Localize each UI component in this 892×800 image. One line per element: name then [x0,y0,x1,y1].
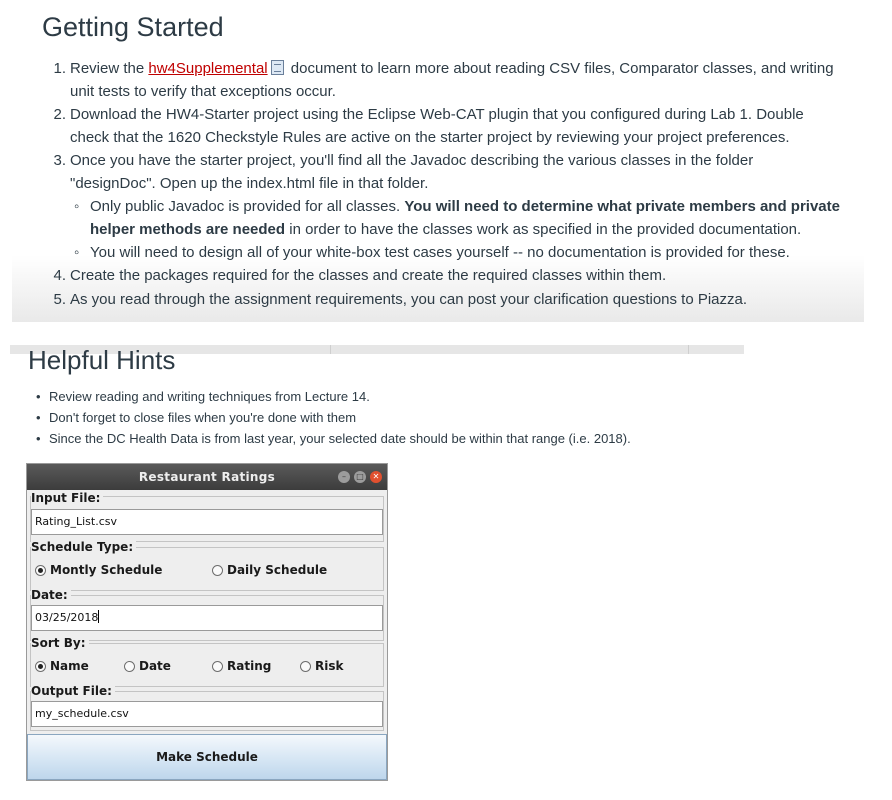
output-file-field[interactable]: my_schedule.csv [31,701,383,727]
hint-text: Don't forget to close files when you're done with them [49,410,357,425]
hint-text: Review reading and writing techniques from Lecture 14. [49,389,370,404]
list-item-text-continued: check that the 1620 Checkstyle Rules are active on the starter project by reviewing your project preferences. [70,129,790,146]
divider-tick [688,345,689,354]
sort-by-label: Sort By: [31,636,89,650]
sub-list-item-text: You will need to design all of your white-box test cases yourself -- no documentation is provided for these. [90,244,790,261]
input-file-field[interactable]: Rating_List.csv [31,509,383,535]
getting-started-section [12,0,864,322]
list-item-text: As you read through the assignment requirements, you can post your clarification questions to Piazza. [70,291,748,308]
list-item-text [70,57,852,80]
radio-selected-icon [35,661,46,672]
date-label: Date: [31,588,71,602]
sub-list-item-text [90,195,840,218]
list-number: 3. [53,152,66,169]
hw4supplemental-link[interactable]: hw4Supplemental [148,60,268,77]
maximize-icon[interactable]: □ [354,471,366,483]
input-file-label: Input File: [31,491,103,505]
radio-unselected-icon [300,661,311,672]
date-field-value: 03/25/2018 [35,611,99,624]
radio-unselected-icon [212,565,223,576]
helpful-hints-heading: Helpful Hints [28,345,176,375]
sub-list-item-bold-text-continued: helper methods are needed [90,221,286,238]
window-titlebar[interactable] [27,464,387,490]
sub-list-item-text-post: in order to have the classes work as specified in the provided documentation. [285,221,802,238]
list-number: 1. [53,60,66,77]
circle-bullet-icon: ◦ [74,244,80,261]
list-item-text: Download the HW4-Starter project using the Eclipse Web-CAT plugin that you configured during Lab 1. Double [70,106,804,123]
schedule-type-label: Schedule Type: [31,540,136,554]
sub-list-item-bold-text: You will need to determine what private members and private [404,198,840,215]
radio-selected-icon [35,565,46,576]
divider-tick [330,345,331,354]
radio-label: Montly Schedule [50,563,163,577]
getting-started-heading: Getting Started [42,12,224,42]
text-caret [98,610,99,623]
window-title: Restaurant Ratings [138,470,276,484]
list-item-text-continued: unit tests to verify that exceptions occur. [70,83,336,100]
radio-label: Daily Schedule [227,563,328,577]
sub-list-item-text-pre: Only public Javadoc is provided for all classes. [90,198,405,215]
radio-label: Risk [315,659,344,673]
hint-text: Since the DC Health Data is from last year, your selected date should be within that range (i.e. 2018). [49,431,631,446]
list-item-text-post: document to learn more about reading CSV files, Comparator classes, and writing [286,60,834,77]
output-file-label: Output File: [31,684,115,698]
radio-label: Date [139,659,171,673]
make-schedule-button[interactable]: Make Schedule [27,734,387,780]
list-item-text-continued: "designDoc". Open up the index.html file in that folder. [70,175,429,192]
radio-unselected-icon [212,661,223,672]
list-number: 4. [53,267,66,284]
bullet-icon: • [36,431,41,446]
list-item-text: Create the packages required for the classes and create the required classes within them. [70,267,667,284]
restaurant-ratings-window [26,463,388,781]
radio-unselected-icon [124,661,135,672]
bullet-icon: • [36,410,41,425]
minimize-icon[interactable]: – [338,471,350,483]
bullet-icon: • [36,389,41,404]
list-item-text-pre: Review the [70,60,149,77]
document-icon[interactable] [271,60,284,75]
date-field[interactable] [31,605,383,631]
list-number: 2. [53,106,66,123]
sub-list-item-text-continued [90,218,836,241]
list-item-text: Once you have the starter project, you'll find all the Javadoc describing the various classes in the folder [70,152,754,169]
list-number: 5. [53,291,66,308]
radio-label: Name [50,659,89,673]
radio-label: Rating [227,659,272,673]
close-icon[interactable]: ✕ [370,471,382,483]
circle-bullet-icon: ◦ [74,198,80,215]
